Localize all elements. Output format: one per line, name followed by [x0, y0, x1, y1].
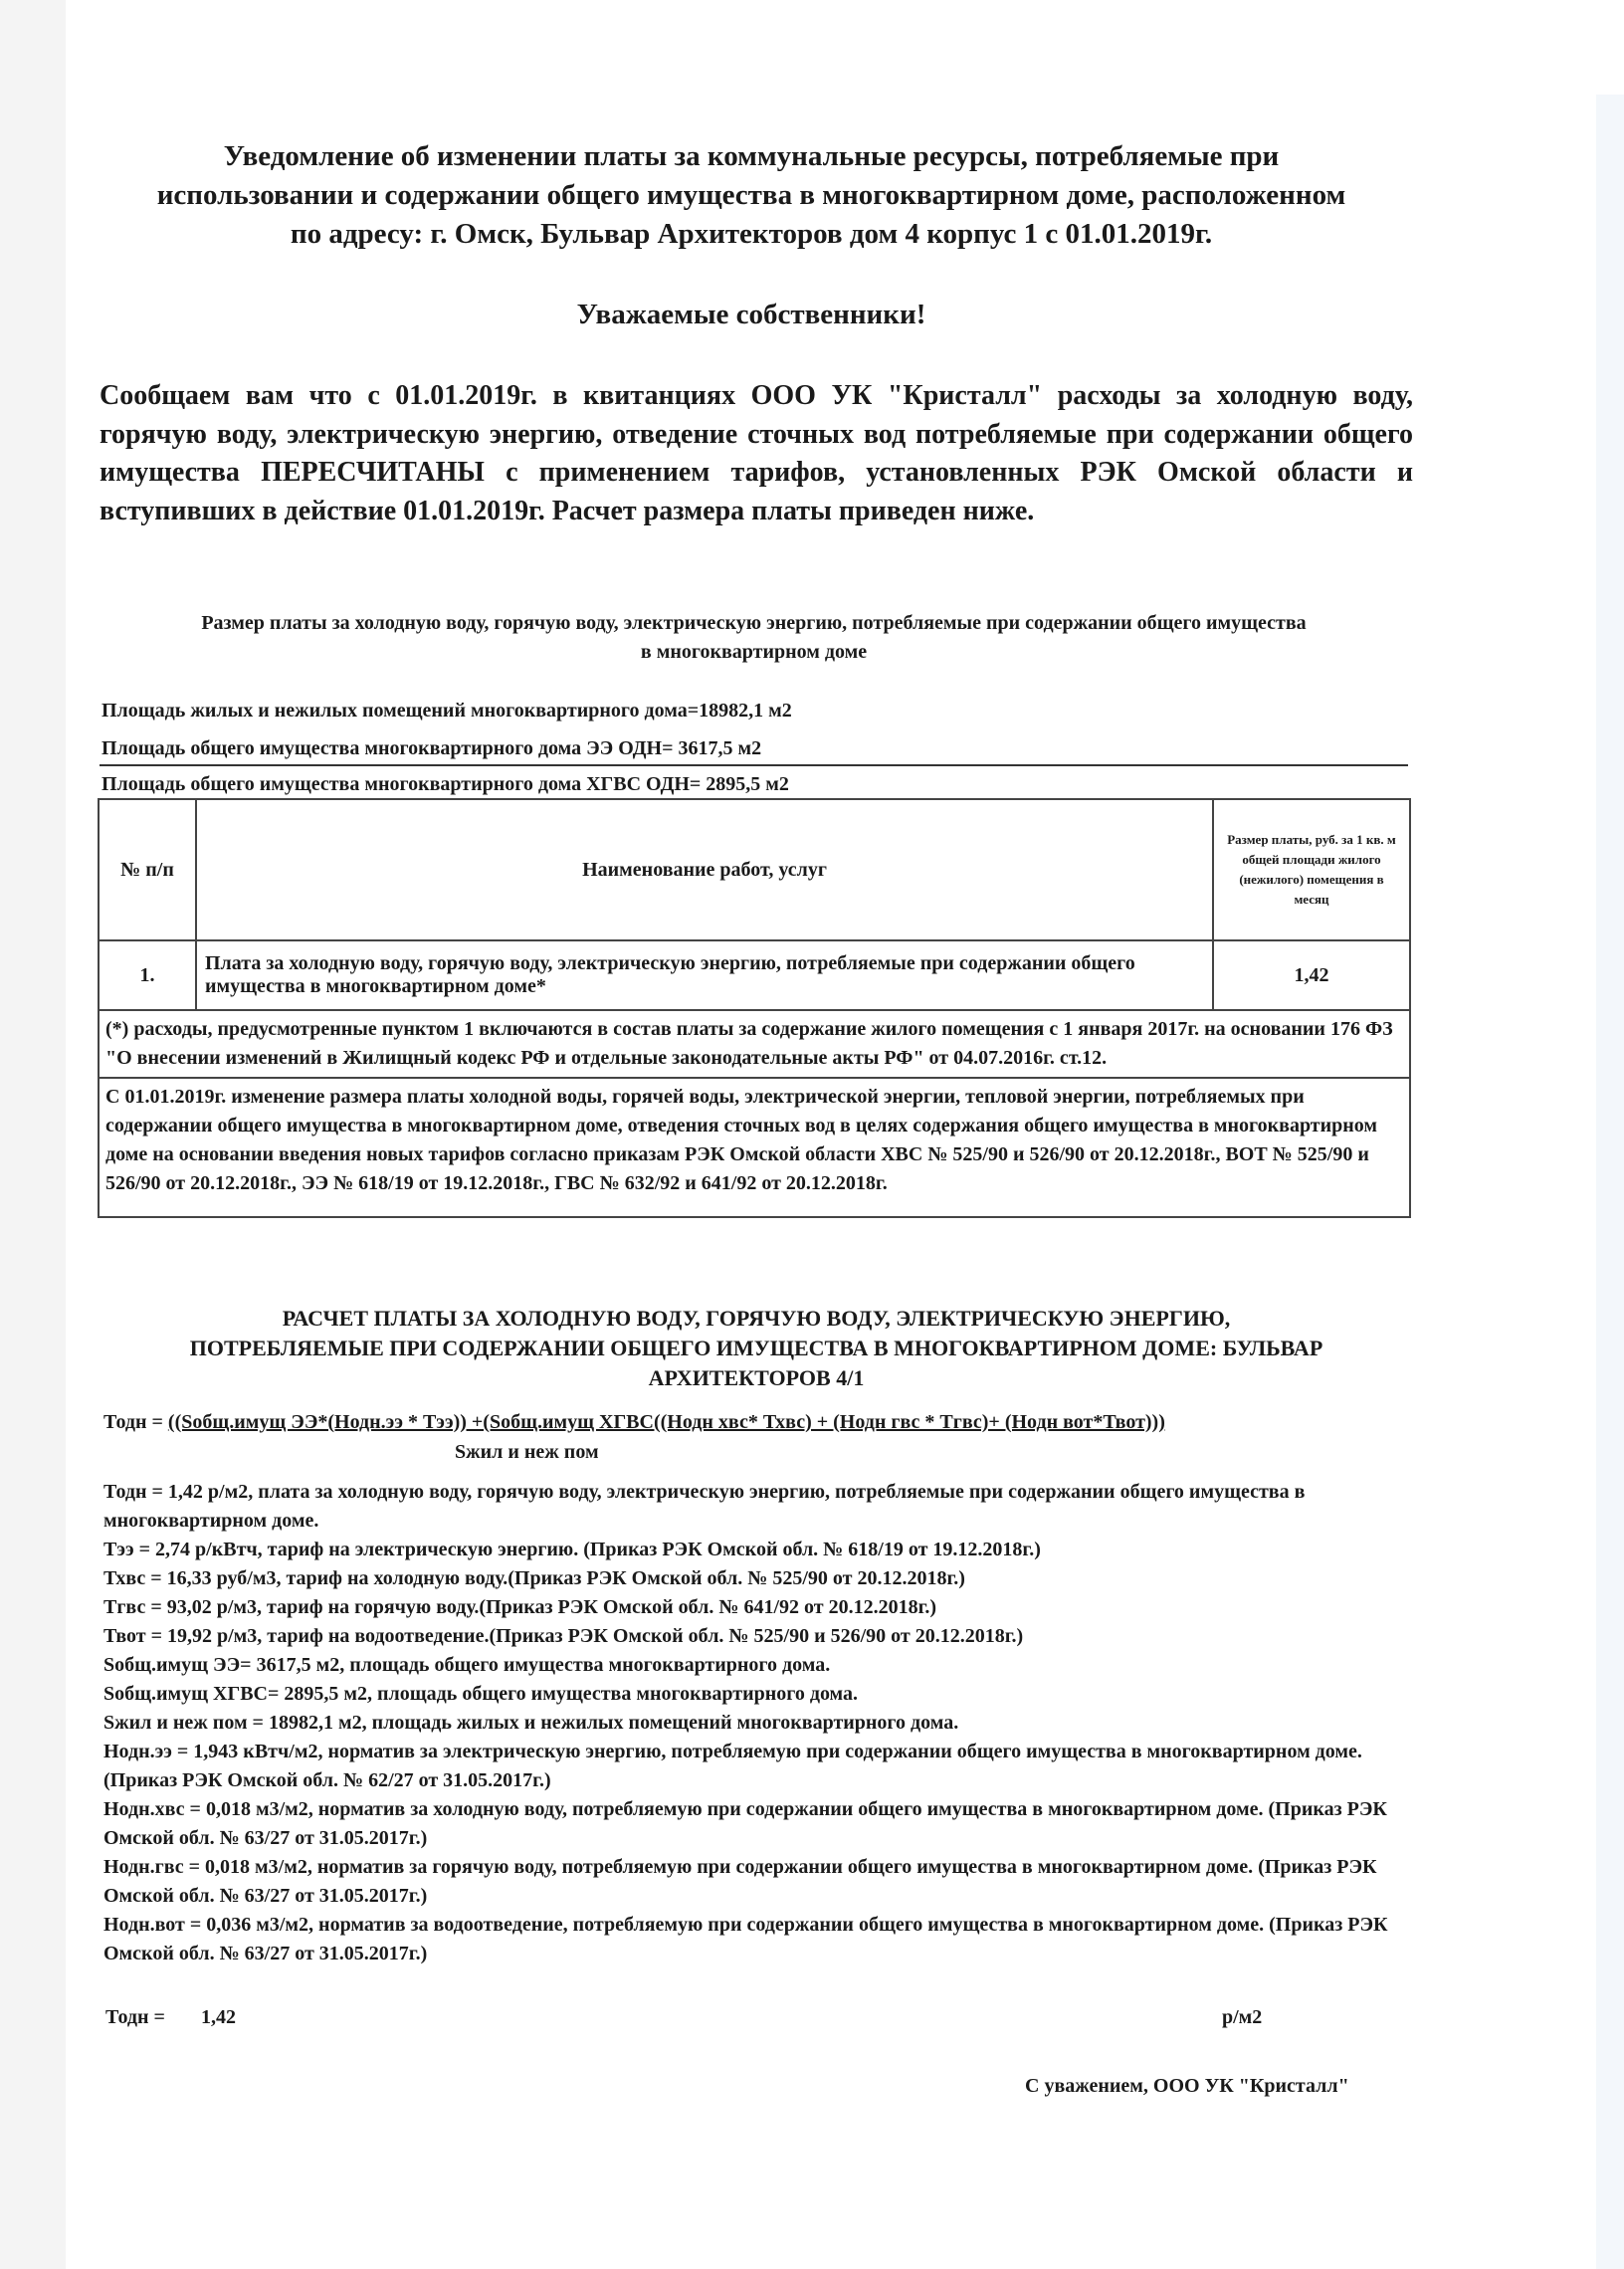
- header-num: № п/п: [99, 799, 196, 940]
- definition-item: Нодн.хвс = 0,018 м3/м2, норматив за холодную воду, потребляемую при содержании общего имущества в многоквартирном доме. (Приказ РЭК Омской обл. № 63/27 от 31.05.2017г.): [103, 1798, 1387, 1849]
- scan-left-edge: [0, 0, 66, 2269]
- definition-item: Тгвс = 93,02 р/м3, тариф на горячую воду.(Приказ РЭК Омской обл. № 641/92 от 20.12.2018г.): [103, 1596, 937, 1618]
- table-note-row: [99, 1078, 1410, 1217]
- subtitle-line-1: Размер платы за холодную воду, горячую воду, электрическую энергию, потребляемые при содержании общего имущества: [201, 612, 1307, 634]
- definition-item: Sобщ.имущ ЭЭ= 3617,5 м2, площадь общего имущества многоквартирного дома.: [103, 1654, 831, 1676]
- result-value: 1,42: [201, 2006, 236, 2028]
- definition-item: Нодн.ээ = 1,943 кВтч/м2, норматив за электрическую энергию, потребляемую при содержании общего имущества в многоквартирном доме.(Приказ РЭК Омской обл. № 62/27 от 31.05.2017г.): [103, 1741, 1362, 1791]
- signature: С уважением, ООО УК "Кристалл": [1025, 2075, 1349, 2097]
- definition-item: Нодн.вот = 0,036 м3/м2, норматив за водоотведение, потребляемую при содержании общего имущества в многоквартирном доме. (Приказ РЭК Омской обл. № 63/27 от 31.05.2017г.): [103, 1914, 1388, 1964]
- definition-item: Тодн = 1,42 р/м2, плата за холодную воду, горячую воду, электрическую энергию, потребляемые при содержании общего имущества в многоквартирном доме.: [103, 1481, 1306, 1532]
- greeting: Уважаемые собственники!: [576, 299, 926, 330]
- table-note-1: (*) расходы, предусмотренные пунктом 1 включаются в состав платы за содержание жилого помещения с 1 января 2017г. на основании 176 ФЗ "О внесении изменений в Жилищный кодекс РФ и отдельные законодательные акты РФ" от 04.07.2016г. ст.12.: [99, 1010, 1410, 1078]
- definition-item: Тхвс = 16,33 руб/м3, тариф на холодную воду.(Приказ РЭК Омской обл. № 525/90 от 20.12.2018г.): [103, 1567, 965, 1589]
- row-value: 1,42: [1213, 940, 1410, 1010]
- formula-numerator-text: ((Sобщ.имущ ЭЭ*(Нодн.ээ * Тээ)) +(Sобщ.имущ ХГВС((Нодн хвс* Тхвс) + (Нодн гвс * Тгвс)+ (Нодн вот*Твот))): [167, 1411, 1165, 1433]
- row-num: 1.: [99, 940, 196, 1010]
- fee-table: [98, 798, 1411, 1218]
- definition-item: Твот = 19,92 р/м3, тариф на водоотведение.(Приказ РЭК Омской обл. № 525/90 и 526/90 от 20.12.2018г.): [103, 1625, 1024, 1647]
- notice-title: [100, 137, 1403, 254]
- formula-prefix: Тодн =: [103, 1411, 168, 1433]
- definition-item: Sобщ.имущ ХГВС= 2895,5 м2, площадь общего имущества многоквартирного дома.: [103, 1683, 859, 1705]
- title-line-2: использовании и содержании общего имущества в многоквартирном доме, расположенном: [156, 179, 1346, 211]
- table-header-row: [99, 799, 1410, 940]
- result-label: Тодн =: [105, 2006, 165, 2028]
- announcement-paragraph: Сообщаем вам что с 01.01.2019г. в квитанциях ООО УК "Кристалл" расходы за холодную воду, горячую воду, электрическую энергию, отведение сточных вод потребляемые при содержании общего имущества ПЕРЕСЧИТАНЫ с применением тарифов, установленных РЭК Омской области и вступивших в действие 01.01.2019г. Расчет размера платы приведен ниже.: [100, 380, 1413, 526]
- definitions-list: [103, 1478, 1413, 1968]
- title-line-1: Уведомление об изменении платы за коммунальные ресурсы, потребляемые при: [223, 140, 1280, 172]
- result-unit: р/м2: [1222, 2006, 1263, 2028]
- header-name: Наименование работ, услуг: [196, 799, 1213, 940]
- table-note-2: С 01.01.2019г. изменение размера платы холодной воды, горячей воды, электрической энергии, тепловой энергии, потребляемых при содержании общего имущества в многоквартирном доме, отведения сточных вод в целях содержания общего имущества в многоквартирном доме на основании введения новых тарифов согласно приказам РЭК Омской области ХВС № 525/90 и 526/90 от 20.12.2018г., ВОТ № 525/90 и 526/90 от 20.12.2018г., ЭЭ № 618/19 от 19.12.2018г., ГВС № 632/92 и 641/92 от 20.12.2018г.: [99, 1078, 1410, 1217]
- definition-item: Нодн.гвс = 0,018 м3/м2, норматив за горячую воду, потребляемую при содержании общего имущества в многоквартирном доме. (Приказ РЭК Омской обл. № 63/27 от 31.05.2017г.): [103, 1856, 1377, 1907]
- subtitle-line-2: в многоквартирном доме: [640, 641, 868, 663]
- common-area-ee: Площадь общего имущества многоквартирного дома ЭЭ ОДН= 3617,5 м2: [102, 737, 762, 759]
- table-row: [99, 940, 1410, 1010]
- formula-denominator: Sжил и неж пом: [455, 1441, 599, 1463]
- definition-item: Тээ = 2,74 р/кВтч, тариф на электрическую энергию. (Приказ РЭК Омской обл. № 618/19 от 19.12.2018г.): [103, 1539, 1041, 1560]
- definition-item: Sжил и неж пом = 18982,1 м2, площадь жилых и нежилых помещений многоквартирного дома.: [103, 1712, 959, 1734]
- table-note-row: [99, 1010, 1410, 1078]
- fee-subtitle: [100, 609, 1408, 667]
- formula-numerator: [103, 1411, 1165, 1434]
- title-line-3: по адресу: г. Омск, Бульвар Архитекторов дом 4 корпус 1 с 01.01.2019г.: [290, 218, 1213, 250]
- calc-title-line-1: РАСЧЕТ ПЛАТЫ ЗА ХОЛОДНУЮ ВОДУ, ГОРЯЧУЮ ВОДУ, ЭЛЕКТРИЧЕСКУЮ ЭНЕРГИЮ,: [282, 1306, 1231, 1331]
- calculation-title: [100, 1304, 1413, 1393]
- calc-title-line-3: АРХИТЕКТОРОВ 4/1: [648, 1365, 865, 1390]
- residential-area: Площадь жилых и нежилых помещений многоквартирного дома=18982,1 м2: [102, 700, 792, 722]
- header-price: Размер платы, руб. за 1 кв. м общей площади жилого (нежилого) помещения в месяц: [1213, 799, 1410, 940]
- common-area-hgvs: Площадь общего имущества многоквартирного дома ХГВС ОДН= 2895,5 м2: [102, 773, 789, 795]
- calc-title-line-2: ПОТРЕБЛЯЕМЫЕ ПРИ СОДЕРЖАНИИ ОБЩЕГО ИМУЩЕСТВА В МНОГОКВАРТИРНОМ ДОМЕ: БУЛЬВАР: [189, 1336, 1323, 1360]
- divider-line: [100, 764, 1408, 766]
- scan-right-edge: [1596, 95, 1624, 2269]
- row-name: Плата за холодную воду, горячую воду, электрическую энергию, потребляемые при содержании общего имущества в многоквартирном доме*: [196, 940, 1213, 1010]
